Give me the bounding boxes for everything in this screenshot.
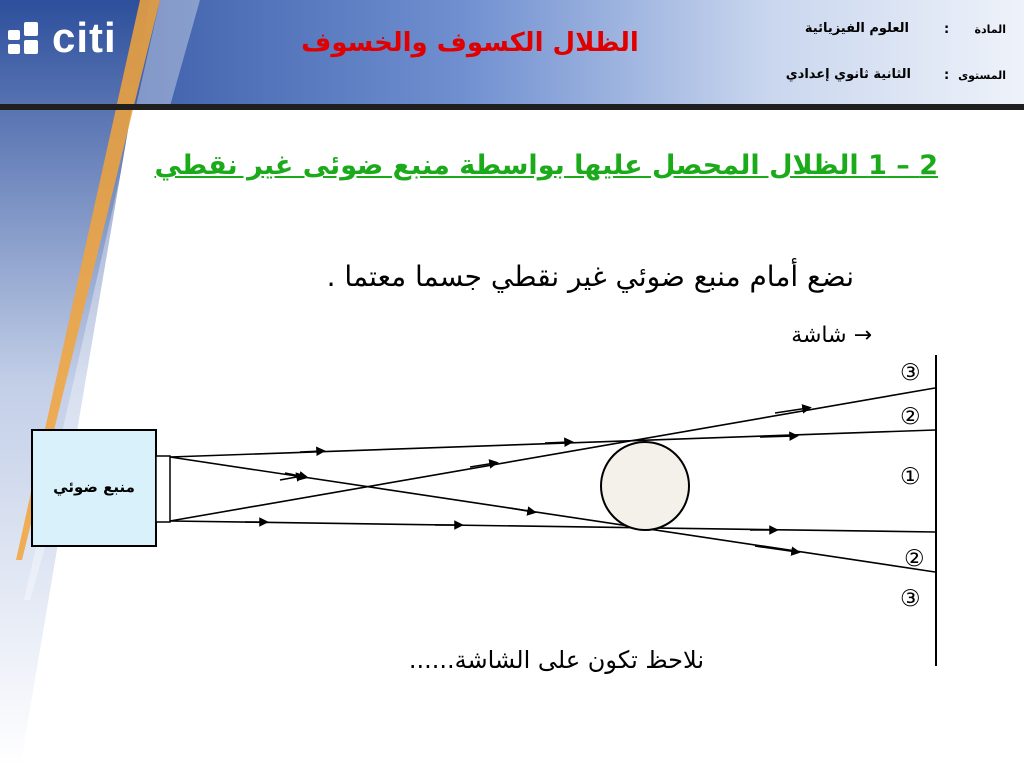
level-value: الثانية ثانوي إعدادي bbox=[785, 67, 911, 82]
ray-arrow bbox=[760, 436, 795, 437]
zone-label-3-bottom: ③ bbox=[900, 586, 921, 612]
zone-label-3-top: ③ bbox=[900, 360, 921, 386]
ray-arrow bbox=[545, 442, 570, 443]
light-source-label: منبع ضوئي bbox=[53, 478, 135, 496]
ray-arrow bbox=[755, 546, 797, 552]
ray-arrow bbox=[510, 508, 533, 512]
level-label: المستوى bbox=[958, 69, 1006, 82]
zone-label-2-bottom: ② bbox=[904, 546, 925, 572]
ray-arrow bbox=[280, 476, 302, 480]
intro-text: نضع أمام منبع ضوئي غير نقطي جسما معتما . bbox=[326, 260, 854, 293]
ray-top-cross bbox=[170, 457, 935, 572]
conclusion-text: نلاحظ تكون على الشاشة...... bbox=[408, 646, 704, 674]
subject-label: المادة bbox=[974, 23, 1006, 36]
subject-value: العلوم الفيزيائية bbox=[804, 21, 909, 36]
level-colon: : bbox=[944, 68, 950, 83]
screen-arrow-icon: → bbox=[853, 323, 872, 348]
opaque-object bbox=[601, 442, 689, 530]
subject-colon: : bbox=[944, 22, 950, 37]
ray-bottom-lower bbox=[170, 521, 935, 532]
ray-bottom-cross bbox=[170, 388, 935, 521]
zone-label-1: ① bbox=[900, 464, 921, 490]
zone-label-2-top: ② bbox=[900, 404, 921, 430]
ray-arrow bbox=[300, 451, 322, 452]
screen-label-text: شاشة bbox=[791, 323, 847, 348]
slide-title: الظلال الكسوف والخسوف bbox=[301, 28, 639, 58]
section-heading: 2 – 1 الظلال المحصل عليها بواسطة منبع ضوئى غير نقطي bbox=[154, 150, 938, 181]
source-face bbox=[156, 456, 170, 522]
logo-text: citi bbox=[52, 14, 117, 61]
